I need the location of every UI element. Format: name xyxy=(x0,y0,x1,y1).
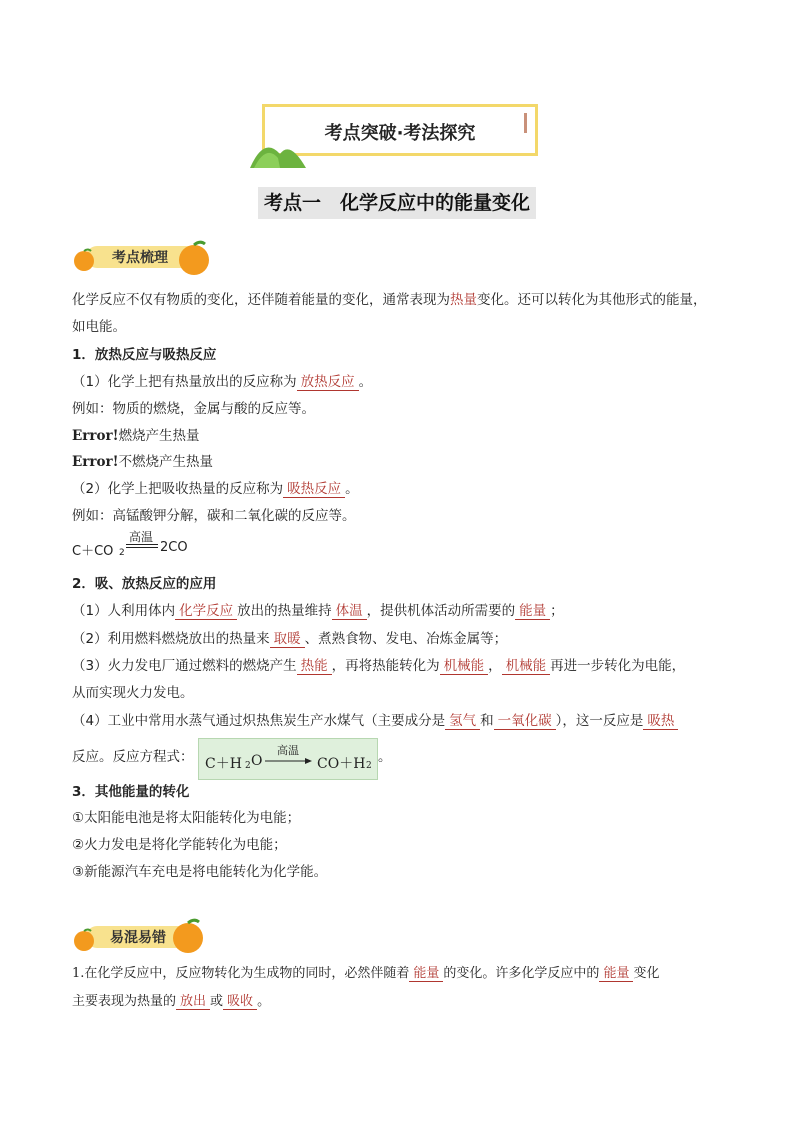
text: （2）利用燃料燃烧放出的热量来 xyxy=(72,631,270,647)
a1-line xyxy=(72,601,564,621)
text: 的变化。许多化学反应中的 xyxy=(443,966,600,981)
text: 。 xyxy=(257,994,271,1009)
tag-label: 考点梳理 xyxy=(112,250,168,266)
answer-blank: 吸热 xyxy=(643,713,678,730)
eq-subscript: 2 xyxy=(245,761,251,771)
answer-blank: 化学反应 xyxy=(175,603,237,620)
answer-blank: 放热反应 xyxy=(297,374,359,391)
intro-line-2: 如电能。 xyxy=(72,319,126,335)
eq-bar xyxy=(126,547,158,548)
answer-blank: 能量 xyxy=(599,966,633,982)
answer-blank: 机械能 xyxy=(440,658,489,675)
eq-condition: 高温 xyxy=(277,744,299,757)
eq-subscript: 2 xyxy=(119,548,125,558)
error-tag: Error! xyxy=(72,428,119,444)
section-title: 考点一 化学反应中的能量变化 xyxy=(258,187,536,219)
text: 变化。还可以转化为其他形式的能量， xyxy=(477,292,707,308)
intro-line-1 xyxy=(72,290,707,310)
a4-line-2: 反应。反应方程式： xyxy=(72,749,194,765)
answer-blank: 能量 xyxy=(409,966,443,982)
text: 再进一步转化为电能， xyxy=(550,658,686,674)
error-line-1 xyxy=(72,426,200,446)
text: 、煮熟食物、发电、冶炼金属等； xyxy=(304,631,508,647)
text: 或 xyxy=(210,994,224,1009)
eq-right: CO＋H xyxy=(317,756,366,772)
heading-2: 2．吸、放热反应的应用 xyxy=(72,576,217,592)
a3-line xyxy=(72,656,685,676)
eq-subscript: 2 xyxy=(366,761,372,771)
orange-icon xyxy=(170,918,206,954)
answer-blank: 能量 xyxy=(515,603,550,620)
answer-blank: 取暖 xyxy=(270,631,305,648)
a3-line-2: 从而实现火力发电。 xyxy=(72,685,194,701)
other-1: ①太阳能电池是将太阳能转化为电能； xyxy=(72,810,301,826)
other-3: ③新能源汽车充电是将电能转化为化学能。 xyxy=(72,864,328,880)
s2-line xyxy=(72,479,359,499)
error-line-2 xyxy=(72,452,213,472)
equation-2 xyxy=(198,738,378,780)
text: ， xyxy=(488,658,502,674)
a4-line xyxy=(72,711,678,731)
a4-end: 。 xyxy=(378,749,392,765)
mistake-line-1 xyxy=(72,964,659,984)
answer-blank: 吸收 xyxy=(223,994,257,1010)
answer-blank: 氢气 xyxy=(445,713,480,730)
answer-blank: 机械能 xyxy=(502,658,551,675)
text: 变化 xyxy=(633,966,660,981)
banner-title: 考点突破·考法探究 xyxy=(324,123,476,144)
hills-icon xyxy=(250,134,310,168)
answer-blank: 热能 xyxy=(297,658,332,675)
text: ），这一反应是 xyxy=(555,713,644,729)
text: 放出的热量维持 xyxy=(237,603,332,619)
text: （3）火力发电厂通过燃料的燃烧产生 xyxy=(72,658,297,674)
orange-icon xyxy=(72,248,96,272)
text: 不燃烧产生热量 xyxy=(118,454,214,470)
text: 主要表现为热量的 xyxy=(72,994,177,1009)
answer-blank: 一氧化碳 xyxy=(494,713,556,730)
a2-line xyxy=(72,629,507,649)
text: （1）人利用体内 xyxy=(72,603,176,619)
answer-blank: 吸热反应 xyxy=(283,481,345,498)
text: ，提供机体活动所需要的 xyxy=(366,603,516,619)
orange-icon xyxy=(72,928,96,952)
s1-line xyxy=(72,372,372,392)
tag-common-mistakes xyxy=(72,918,206,952)
eq-bar xyxy=(126,544,158,545)
eq-condition: 高温 xyxy=(129,530,154,544)
eq-left: C＋CO xyxy=(72,544,114,559)
text: 燃烧产生热量 xyxy=(118,428,200,444)
text: 。 xyxy=(345,481,359,497)
text: 。 xyxy=(358,374,373,390)
text: ； xyxy=(550,603,564,619)
tag-label: 易混易错 xyxy=(110,930,166,946)
s2-example: 例如：高锰酸钾分解，碳和二氧化碳的反应等。 xyxy=(72,508,356,524)
orange-icon xyxy=(176,240,212,276)
highlight-text: 热量 xyxy=(450,292,477,308)
eq-left: C＋H xyxy=(205,756,242,772)
answer-blank: 体温 xyxy=(332,603,367,620)
heading-1: 1．放热反应与吸热反应 xyxy=(72,347,217,363)
text: （1）化学上把有热量放出的反应称为 xyxy=(72,374,297,390)
text: 1.在化学反应中，反应物转化为生成物的同时，必然伴随着 xyxy=(72,966,410,981)
text: （4）工业中常用水蒸气通过炽热焦炭生产水煤气（主要成分是 xyxy=(72,713,446,729)
text: ，再将热能转化为 xyxy=(331,658,440,674)
other-2: ②火力发电是将化学能转化为电能； xyxy=(72,837,287,853)
error-tag: Error! xyxy=(72,454,119,470)
tag-key-points xyxy=(72,240,212,274)
arrow-icon xyxy=(265,757,313,765)
text: （2）化学上把吸收热量的反应称为 xyxy=(72,481,284,497)
eq-right: 2CO xyxy=(160,540,188,555)
text: 化学反应不仅有物质的变化，还伴随着能量的变化，通常表现为 xyxy=(72,292,450,308)
heading-3: 3．其他能量的转化 xyxy=(72,784,190,800)
answer-blank: 放出 xyxy=(176,994,210,1010)
equation-1 xyxy=(72,528,202,560)
mistake-line-2 xyxy=(72,992,270,1012)
eq-mid: O xyxy=(251,753,263,769)
text: 和 xyxy=(480,713,494,729)
s1-example: 例如：物质的燃烧，金属与酸的反应等。 xyxy=(72,401,315,417)
